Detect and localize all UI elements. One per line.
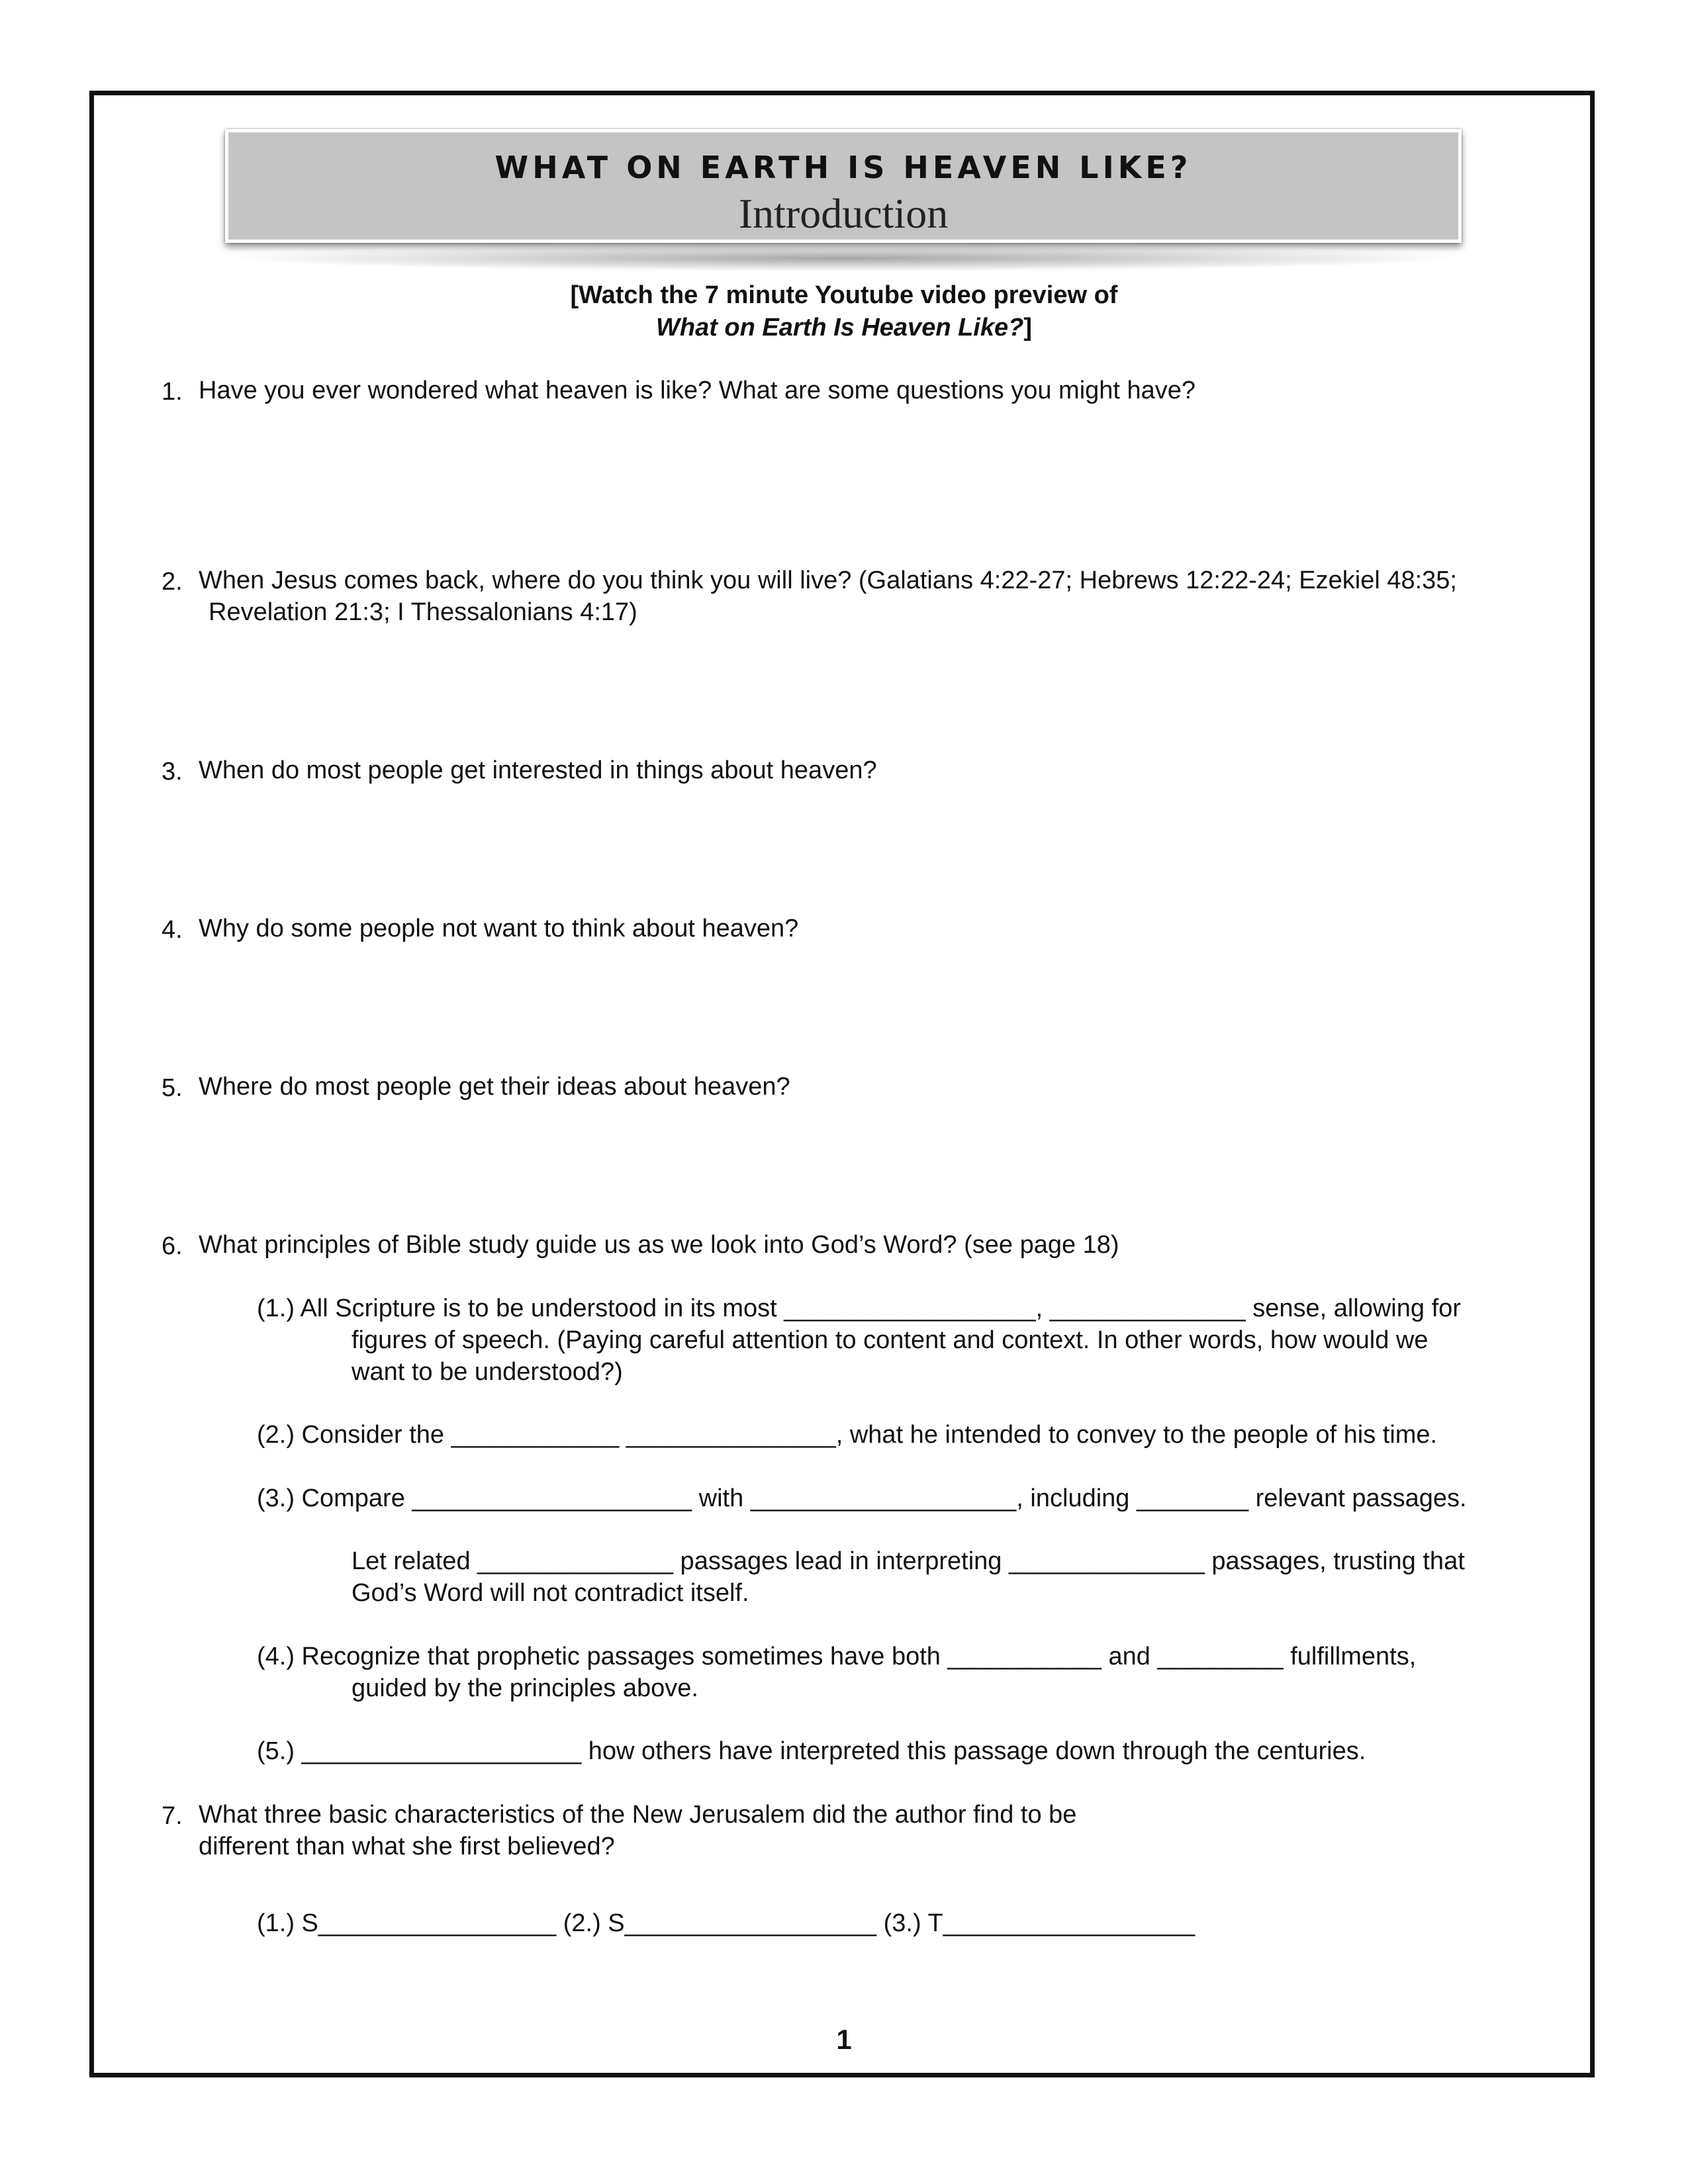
question-number: 5. [162,1074,183,1102]
principle-1-continued: figures of speech. (Paying careful attention to content and context. In other words, how would we [352,1326,1429,1354]
question-text-continued: Revelation 21:3; I Thessalonians 4:17) [209,598,637,626]
video-instruction-line1: [Watch the 7 minute Youtube video preview of [570,281,1118,309]
principle-3: (3.) Compare ____________________ with ___________________, including ________ relevant passages. [257,1484,1467,1512]
characteristics-blanks: (1.) S_________________ (2.) S__________________ (3.) T__________________ [257,1909,1196,1937]
question-number: 7. [162,1802,183,1830]
question-text-continued: different than what she first believed? [199,1833,615,1860]
question-text: What three basic characteristics of the New Jerusalem did the author find to be [199,1801,1077,1829]
document-subtitle: Introduction [738,190,949,237]
principle-3-note: Let related ______________ passages lead in interpreting ______________ passages, trusting that [352,1547,1465,1575]
page-number: 1 [836,2024,852,2055]
principle-1-continued: want to be understood?) [352,1358,623,1386]
principle-3-note-continued: God’s Word will not contradict itself. [352,1579,749,1607]
question-number: 4. [162,916,183,944]
principle-1: (1.) All Scripture is to be understood in its most __________________, ______________ sense, allowing for [257,1295,1461,1322]
principle-4-continued: guided by the principles above. [352,1674,698,1702]
question-number: 1. [162,378,183,406]
document-title: WHAT ON EARTH IS HEAVEN LIKE? [494,150,1192,185]
principle-5: (5.) ____________________ how others have interpreted this passage down through the centuries. [257,1737,1366,1765]
video-instruction-line2: What on Earth Is Heaven Like?] [656,314,1032,341]
book-title: What on Earth Is Heaven Like? [656,314,1024,341]
question-text: Why do some people not want to think about heaven? [199,915,799,942]
question-number: 2. [162,568,183,596]
principle-2: (2.) Consider the ____________ _______________, what he intended to convey to the people of his time. [257,1421,1438,1449]
title-banner [225,129,1462,243]
question-text: When Jesus comes back, where do you think you will live? (Galatians 4:22-27; Hebrews 12:22-24; Ezekiel 48:35; [199,567,1457,594]
question-number: 6. [162,1232,183,1260]
title-banner-shadow [222,245,1466,271]
question-text: What principles of Bible study guide us as we look into God’s Word? (see page 18) [199,1231,1119,1259]
question-text: Have you ever wondered what heaven is like? What are some questions you might have? [199,377,1196,404]
principle-4: (4.) Recognize that prophetic passages sometimes have both ___________ and _________ fulfillments, [257,1643,1417,1670]
question-text: Where do most people get their ideas about heaven? [199,1073,790,1101]
question-number: 3. [162,758,183,786]
question-text: When do most people get interested in things about heaven? [199,756,877,784]
